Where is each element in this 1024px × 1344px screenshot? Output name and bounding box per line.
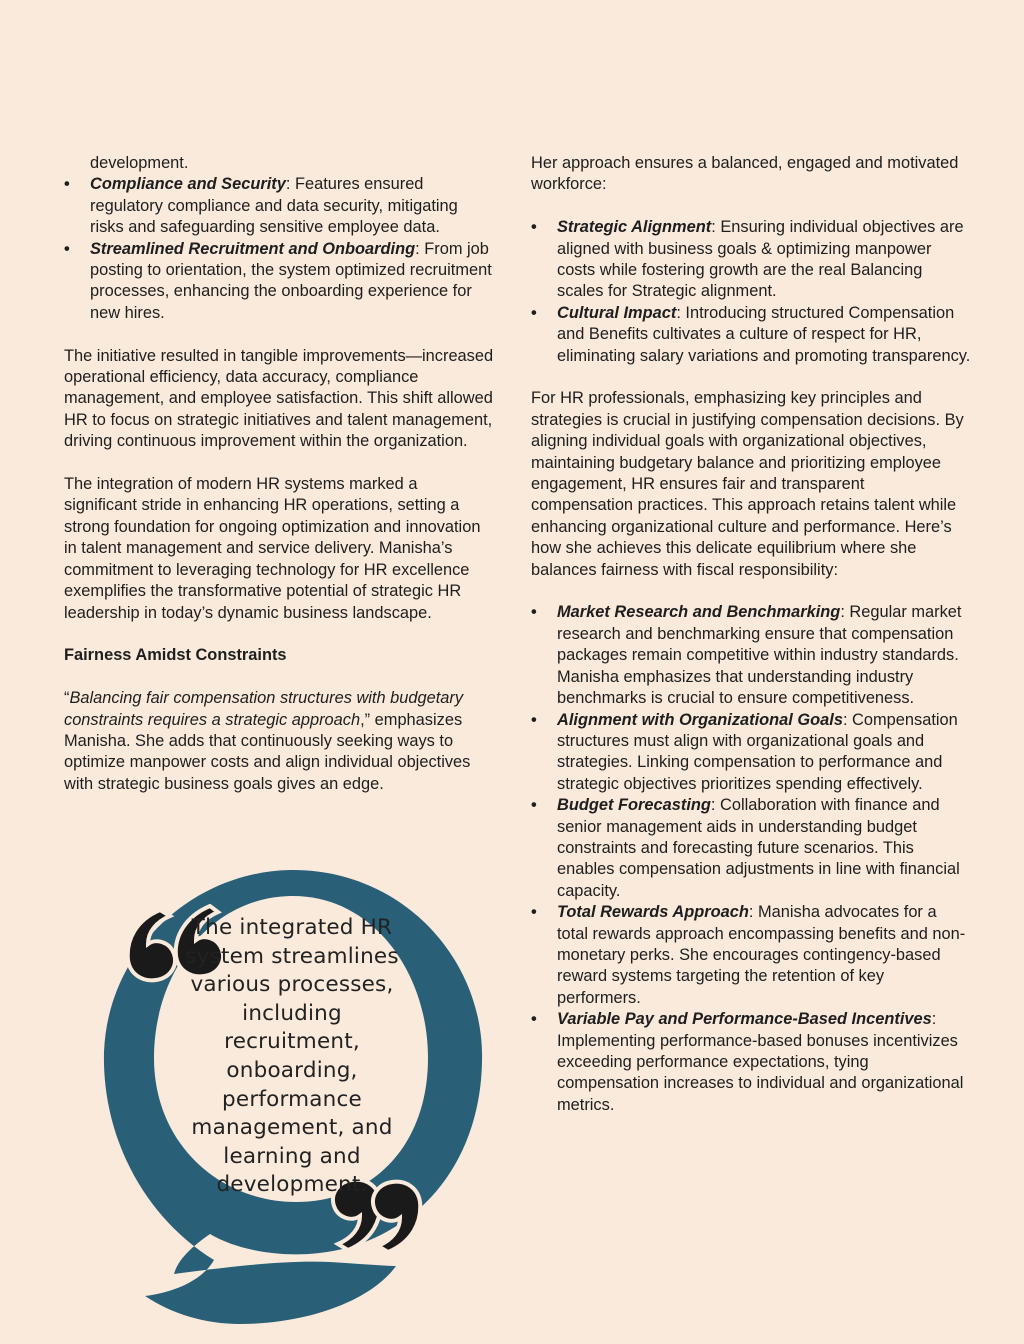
section-heading: Fairness Amidst Constraints bbox=[64, 646, 287, 665]
left-bullet-list bbox=[64, 174, 494, 324]
list-item bbox=[531, 795, 971, 902]
bullet-term: Compliance and Security bbox=[90, 175, 286, 194]
list-item bbox=[64, 174, 494, 238]
paragraph-integration: The integration of modern HR systems marked a significant stride in enhancing HR operations, setting a strong foundation for ongoing optimization and innovation in talent management and service delivery. Manisha’s commitment to leveraging technology for HR excellence exemplifies the transformative potential of strategic HR leadership in today’s dynamic business landscape. bbox=[64, 475, 481, 622]
list-item bbox=[64, 239, 494, 325]
bullet-icon: • bbox=[531, 218, 537, 237]
bullet-term: Alignment with Organizational Goals bbox=[557, 710, 843, 729]
bullet-text: : Compensation structures must align with organizational goals and strategies. Linking compensation to performance and strategic objectives prioritizes spending effectively. bbox=[557, 710, 958, 793]
bullet-term: Market Research and Benchmarking bbox=[557, 603, 841, 622]
bullet-icon: • bbox=[531, 1010, 537, 1029]
bullet-term: Strategic Alignment bbox=[557, 218, 712, 237]
bullet-icon: • bbox=[64, 175, 70, 194]
compensation-paragraph: For HR professionals, emphasizing key principles and strategies is crucial in justifying compensation decisions. By aligning individual goals with organizational objectives, maintaining budgetary balance and prioritizing employee engagement, HR ensures fair and transparent compensation practices. This approach retains talent while enhancing organizational culture and performance. Here’s how she achieves this delicate equilibrium where she balances fairness with fiscal responsibility: bbox=[531, 389, 964, 579]
quote-attribution: ,” emphasizes Manisha. She adds that continuously seeking ways to optimize manpower costs and align individual objectives with strategic business goals gives an edge. bbox=[64, 710, 471, 793]
bullet-icon: • bbox=[531, 710, 537, 729]
list-item bbox=[531, 1009, 971, 1116]
bullet-term: Total Rewards Approach bbox=[557, 903, 749, 922]
paragraph-results: The initiative resulted in tangible improvements—increased operational efficiency, data accuracy, compliance management, and employee satisfaction. This shift allowed HR to focus on strategic initiatives and talent management, driving continuous improvement within the organization. bbox=[64, 346, 494, 451]
bullet-text: : Ensuring individual objectives are aligned with business goals & optimizing manpower costs while fostering growth are the real Balancing scales for Strategic alignment. bbox=[557, 218, 964, 301]
bullet-icon: • bbox=[531, 603, 537, 622]
bullet-term: Budget Forecasting bbox=[557, 796, 711, 815]
list-item bbox=[531, 303, 971, 367]
intro-continuation: development. bbox=[90, 154, 189, 172]
bullet-text: : Introducing structured Compensation and Benefits cultivates a culture of respect for HR, eliminating salary variations and promoting transparency. bbox=[557, 303, 971, 365]
list-item bbox=[531, 217, 971, 303]
bullet-term: Cultural Impact bbox=[557, 303, 677, 322]
list-item bbox=[531, 710, 971, 796]
pull-quote-text: The integrated HR system streamlines various processes, including recruitment, onboarding, performance management, and learning and development. bbox=[185, 915, 399, 1198]
bullet-text: : Collaboration with finance and senior management aids in understanding budget constraints and forecasting future scenarios. This enables compensation adjustments in line with financial capacity. bbox=[557, 796, 960, 900]
bullet-icon: • bbox=[531, 796, 537, 815]
bullet-icon: • bbox=[531, 303, 537, 322]
quote-italic: Balancing fair compensation structures with budgetary constraints requires a strategic approach bbox=[64, 689, 464, 729]
list-item bbox=[531, 902, 971, 1009]
left-column bbox=[64, 153, 494, 795]
bullet-text: : Manisha advocates for a total rewards approach encompassing benefits and non-monetary perks. She encourages contingency-based reward systems targeting the retention of key performers. bbox=[557, 903, 966, 1007]
intro-paragraph: Her approach ensures a balanced, engaged and motivated workforce: bbox=[531, 154, 959, 194]
bullet-icon: • bbox=[531, 903, 537, 922]
bullet-text: : From job posting to orientation, the system optimized recruitment processes, enhancing the onboarding experience for new hires. bbox=[90, 239, 492, 322]
bullet-term: Variable Pay and Performance-Based Incentives bbox=[557, 1010, 932, 1029]
bullet-icon: • bbox=[64, 239, 70, 258]
bullet-term: Streamlined Recruitment and Onboarding bbox=[90, 239, 416, 258]
list-item bbox=[531, 602, 971, 709]
bullet-text: : Regular market research and benchmarking ensure that compensation packages remain competitive within industry standards. Manisha emphasizes that understanding industry benchmarks is crucial to ensure competitiveness. bbox=[557, 603, 962, 708]
open-quote-mark: “ bbox=[64, 689, 70, 708]
bullet-text: : Implementing performance-based bonuses incentivizes exceeding performance expectations, tying compensation increases to individual and organizational metrics. bbox=[557, 1010, 964, 1114]
bullet-text: : Features ensured regulatory compliance and data security, mitigating risks and safeguarding sensitive employee data. bbox=[90, 175, 458, 237]
right-bullet-list-1 bbox=[531, 217, 971, 367]
right-bullet-list-2 bbox=[531, 602, 971, 1116]
quote-paragraph bbox=[64, 688, 494, 795]
right-column bbox=[531, 153, 971, 1116]
